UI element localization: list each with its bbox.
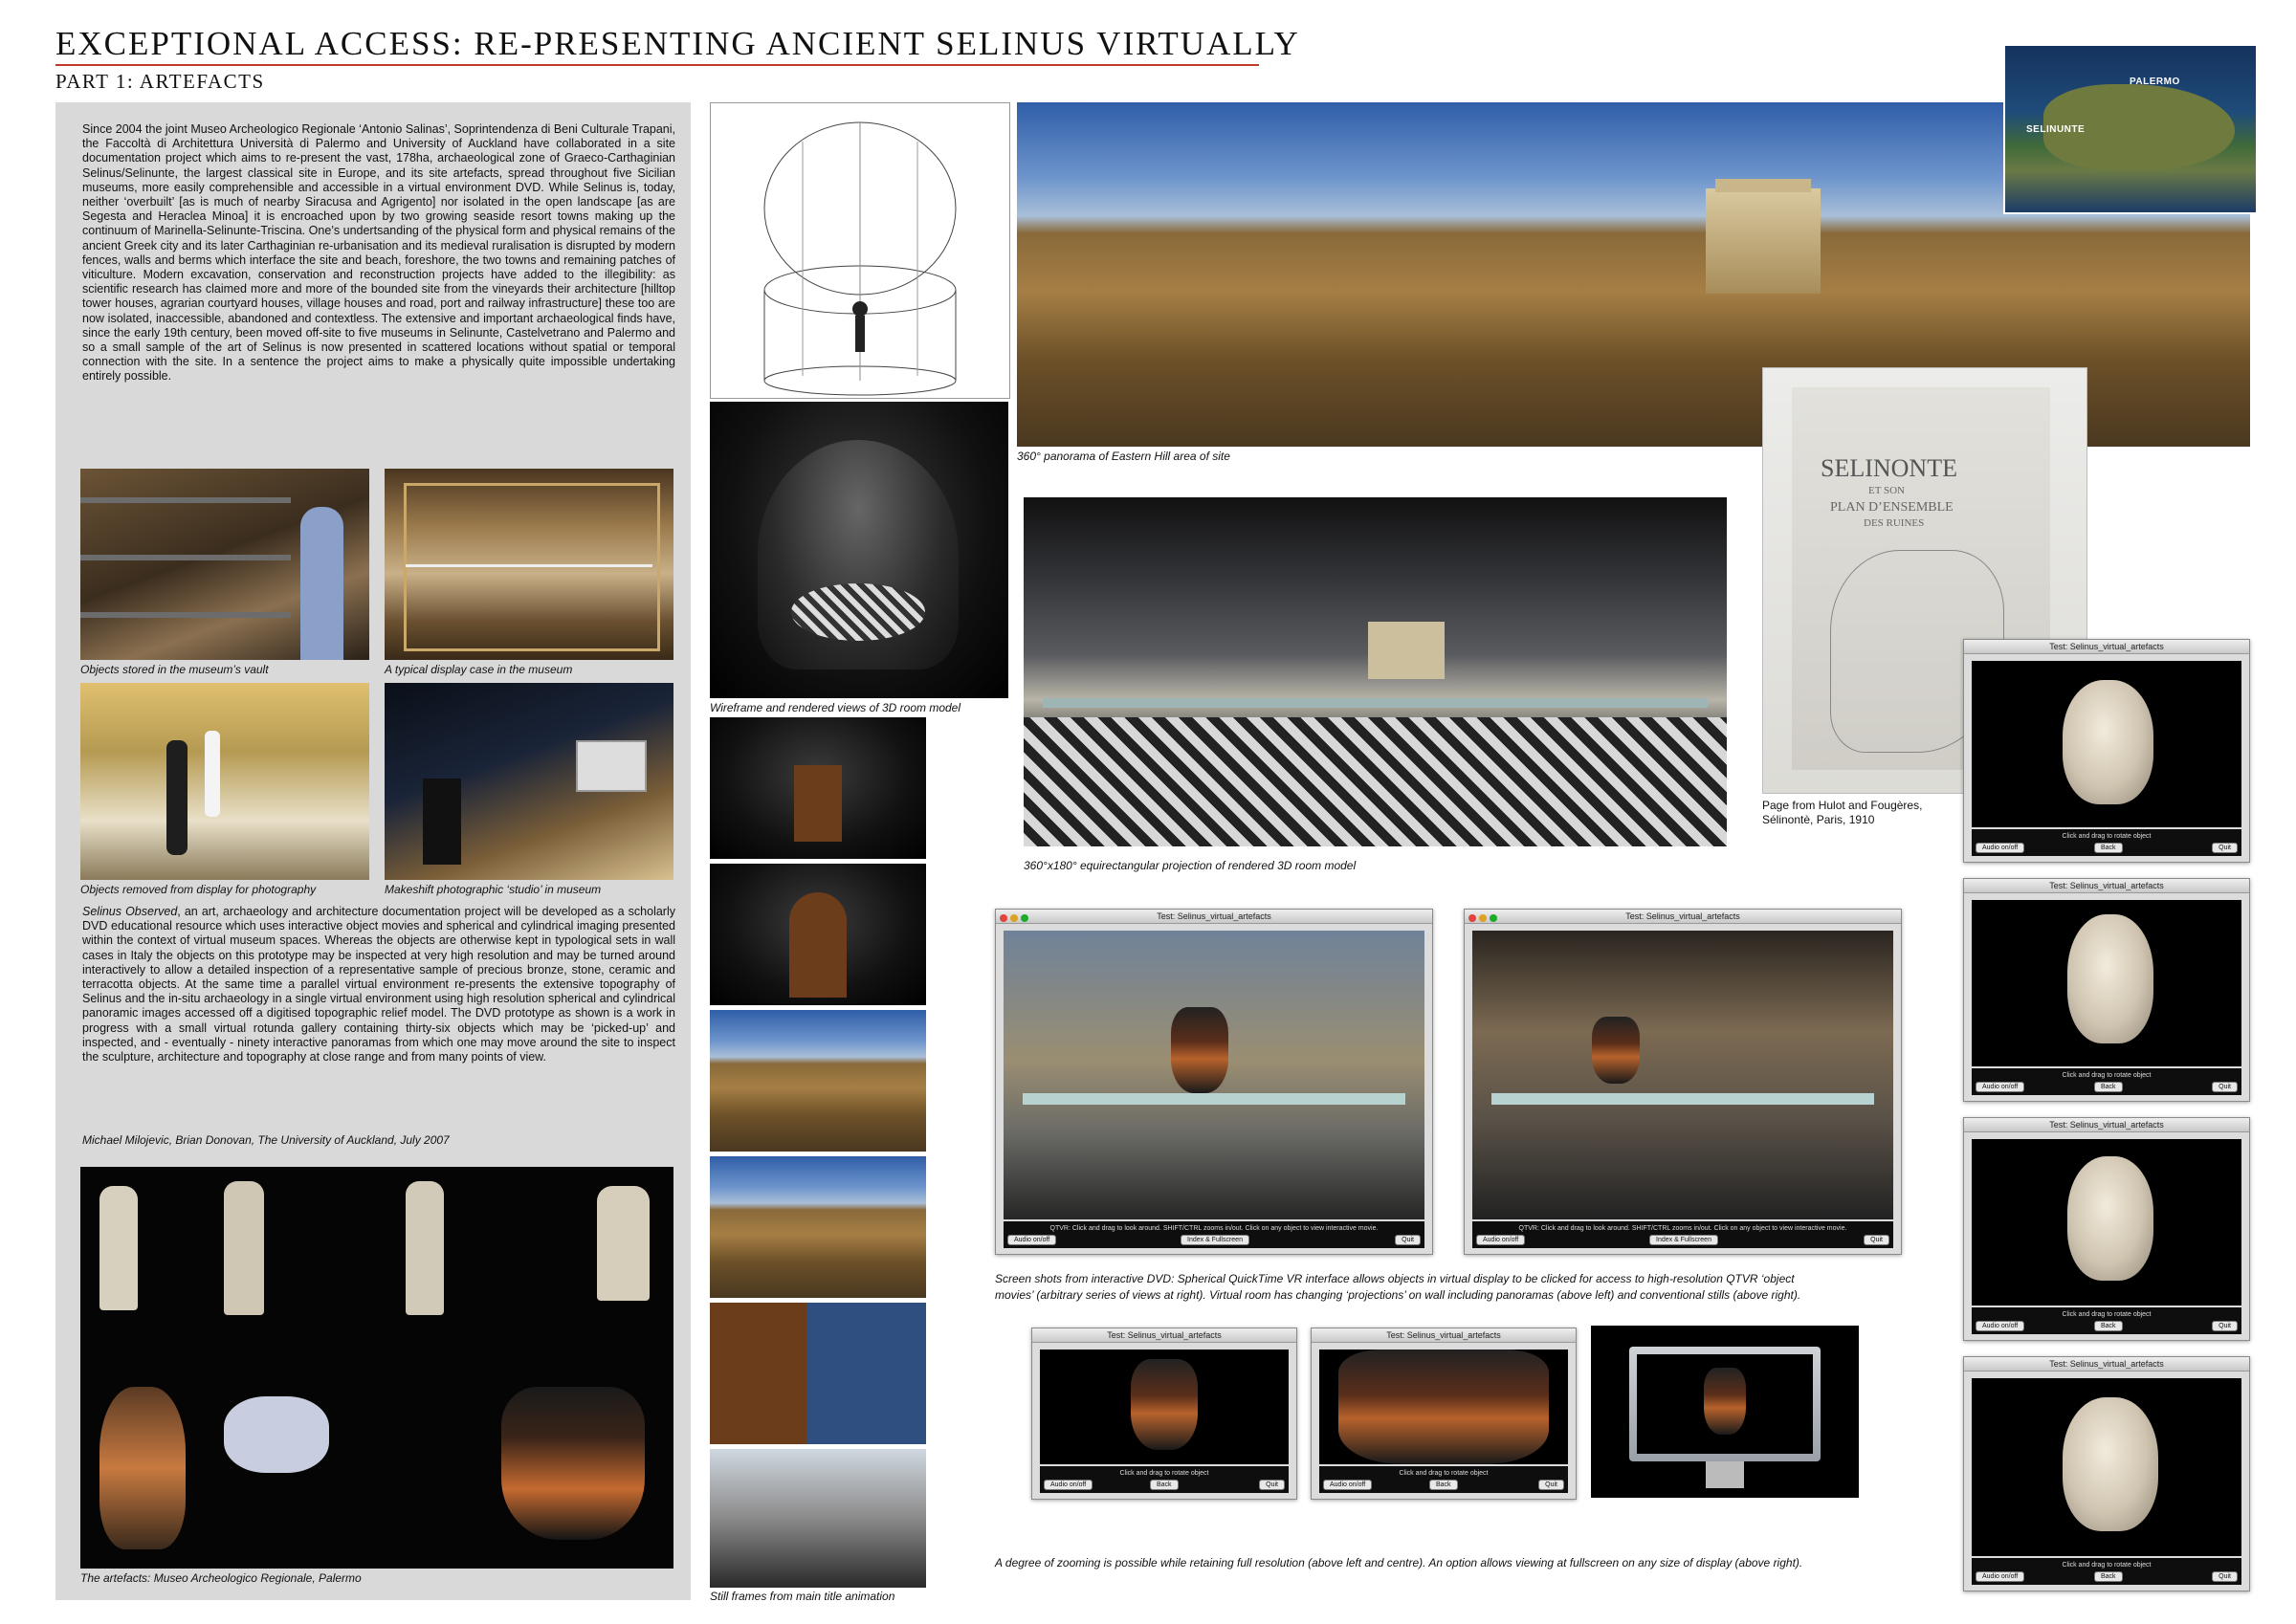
back-button[interactable]: Back xyxy=(2094,1571,2123,1582)
plan-sub1: ET SON xyxy=(1868,485,1905,496)
window-title: Test: Selinus_virtual_artefacts xyxy=(2049,1120,2164,1130)
object-view[interactable] xyxy=(1319,1350,1568,1464)
page-title: EXCEPTIONAL ACCESS: RE-PRESENTING ANCIENT SELINUS VIRTUALLY xyxy=(55,25,1300,62)
display-case-photo xyxy=(385,469,673,660)
caption-display-case: A typical display case in the museum xyxy=(385,663,573,676)
window-title-bar xyxy=(1964,640,2249,654)
object-window-2 xyxy=(1963,878,2250,1102)
index-fullscreen-button[interactable]: Index & Fullscreen xyxy=(1181,1235,1249,1245)
window-title: Test: Selinus_virtual_artefacts xyxy=(2049,642,2164,651)
qtvr-hint: QTVR: Click and drag to look around. SHIFT/CTRL zooms in/out. Click on any object to view interactive movie. xyxy=(1518,1225,1847,1232)
qtvr-footer xyxy=(1004,1221,1424,1248)
object-view[interactable] xyxy=(1972,1378,2241,1556)
map-label-selinunte: SELINUNTE xyxy=(2026,124,2086,135)
back-button[interactable]: Back xyxy=(1429,1480,1458,1490)
zoom-window-1 xyxy=(1031,1328,1297,1500)
caption-equirect: 360°x180° equirectangular projection of rendered 3D room model xyxy=(1024,859,1357,872)
intro-paragraph: Since 2004 the joint Museo Archeologico Regionale ‘Antonio Salinas’, Soprintendenza di Beni Culturale Trapani, the Faccoltà di Architettura Università di Palermo and University of Auckland have collaborated in a site documentation project which aims to re-present the vast, 178ha, archaeological zone of Graeco-Carthaginian Selinus/Selinunte, the largest classical site in Europe, and its site artefacts, spread throughout five Sicilian museums, more easily comprehensible and accessible in a virtual environment DVD. While Selinus is, today, neither ‘overbuilt’ [as is much of nearby Siracusa and Agrigento] nor isolated in the open landscape [as are Segesta and Heraclea Minoa] it is encroached upon by two growing seaside resort towns making up the continuum of Marinella-Selinunte-Triscina. One’s undertsanding of the physical form and physical remains of the ancient Greek city and its later Carthaginian re-urbanisation and its medieval ruralisation is disrupted by modern fences, walls and berms which interface the site and beach, foreshore, the two towns and remaining patches of viticulture. Modern excavation, conservation and reconstruction projects have added to the illegibility: as scientific research has claimed more and more of the bounded site from the vineyards their architecture [hilltop tower houses, agrarian courtyard houses, village houses and road, port and railway infrastructure] these too are now isolated, inaccessible, abandoned and contextless. The extensive and important archaeological finds have, since the early 19th century, been moved off-site to five museums in Selinunte, Castelvetrano and Palermo and so a small sample of the art of Selinus is now presented in scattered locations without spatial or temporal connection with the site. In a sentence the project aims to make a physically quite impossible undertaking entirely possible. xyxy=(82,122,675,384)
title-rule xyxy=(55,64,1259,66)
caption-stills: Still frames from main title animation xyxy=(710,1590,895,1603)
window-title: Test: Selinus_virtual_artefacts xyxy=(2049,881,2164,890)
back-button[interactable]: Back xyxy=(2094,1321,2123,1331)
quit-button[interactable]: Quit xyxy=(1395,1235,1421,1245)
caption-screenshots-line2: movies’ (arbitrary series of views at right). Virtual room has changing ‘projections’ on wall including panoramas (above left) and conventional stills (above right). xyxy=(995,1288,1801,1302)
museum-hall-photo xyxy=(80,683,369,880)
audio-toggle-button[interactable]: Audio on/off xyxy=(1044,1480,1093,1490)
object-footer xyxy=(1319,1466,1568,1493)
object-view[interactable] xyxy=(1972,1139,2241,1306)
quit-button[interactable]: Quit xyxy=(2212,843,2238,853)
qtvr-view[interactable] xyxy=(1004,931,1424,1219)
audio-toggle-button[interactable]: Audio on/off xyxy=(1976,1571,2024,1582)
window-title-bar xyxy=(1312,1328,1576,1343)
caption-hulot-2: Sélinontè, Paris, 1910 xyxy=(1762,813,1875,826)
still-frame-5 xyxy=(710,1303,926,1444)
window-title-bar xyxy=(1964,1118,2249,1132)
body-paragraph-text: , an art, archaeology and architecture documentation project will be developed as a scholarly DVD educational resource which uses interactive object movies and spherical and cylindrical imaging presented within the context of virtual museum spaces. Whereas the objects are otherwise kept in typological sets in wall cases in Italy the objects on this prototype may be inspected at very high resolution and may be turned around interactively to allow a detailed inspection of a representative sample of precious bronze, stone, ceramic and terracotta objects. At the same time a parallel virtual environment re-presents the extensive topography of Selinus and the in-situ archaeology in a single virtual environment using high resolution spherical and cylindrical panoramic images accessed off a digitised topographic relief model. The DVD prototype as shown is a work in progress with a small virtual rotunda gallery containing thirty-six objects which may be ‘picked-up’ and inspected, and - eventually - ninety interactive panoramas from which one may move around the site to inspect the sculpture, architecture and topography at close range and from many points of view. xyxy=(82,905,675,1064)
caption-zooming: A degree of zooming is possible while retaining full resolution (above left and centre). An option allows viewing at fullscreen on any size of display (above right). xyxy=(995,1556,1803,1569)
caption-artefacts: The artefacts: Museo Archeologico Regionale, Palermo xyxy=(80,1571,362,1585)
audio-toggle-button[interactable]: Audio on/off xyxy=(1976,1321,2024,1331)
back-button[interactable]: Back xyxy=(1150,1480,1179,1490)
qtvr-window-right xyxy=(1464,909,1902,1255)
caption-panorama: 360° panorama of Eastern Hill area of site xyxy=(1017,450,1230,463)
vault-photo xyxy=(80,469,369,660)
caption-screenshots-line1: Screen shots from interactive DVD: Spherical QuickTime VR interface allows objects in virtual display to be clicked for access to high-resolution QTVR ‘object xyxy=(995,1272,1795,1285)
object-hint: Click and drag to rotate object xyxy=(1399,1470,1489,1477)
qtvr-view[interactable] xyxy=(1472,931,1893,1219)
still-frame-3 xyxy=(710,1010,926,1152)
caption-wireframe: Wireframe and rendered views of 3D room model xyxy=(710,701,961,714)
back-button[interactable]: Back xyxy=(2094,1082,2123,1092)
sicily-map xyxy=(2003,44,2258,214)
window-title-bar xyxy=(1465,910,1901,924)
plan-heading: SELINONTE xyxy=(1821,454,1957,482)
object-hint: Click and drag to rotate object xyxy=(2062,833,2152,840)
audio-toggle-button[interactable]: Audio on/off xyxy=(1976,1082,2024,1092)
project-name: Selinus Observed xyxy=(82,905,178,918)
wireframe-dome-drawing xyxy=(711,103,1009,398)
still-frame-2 xyxy=(710,864,926,1005)
window-title-bar xyxy=(996,910,1432,924)
object-footer xyxy=(1972,1307,2241,1334)
audio-toggle-button[interactable]: Audio on/off xyxy=(1323,1480,1372,1490)
object-view[interactable] xyxy=(1972,661,2241,827)
zoom-window-2 xyxy=(1311,1328,1577,1500)
caption-vault: Objects stored in the museum’s vault xyxy=(80,663,269,676)
window-title: Test: Selinus_virtual_artefacts xyxy=(1625,911,1740,921)
byline: Michael Milojevic, Brian Donovan, The University of Auckland, July 2007 xyxy=(82,1133,450,1147)
qtvr-window-left xyxy=(995,909,1433,1255)
body-paragraph xyxy=(82,905,675,1064)
audio-toggle-button[interactable]: Audio on/off xyxy=(1007,1235,1056,1245)
window-title-bar xyxy=(1032,1328,1296,1343)
object-footer xyxy=(1040,1466,1289,1493)
quit-button[interactable]: Quit xyxy=(2212,1082,2238,1092)
window-title: Test: Selinus_virtual_artefacts xyxy=(1386,1330,1501,1340)
index-fullscreen-button[interactable]: Index & Fullscreen xyxy=(1649,1235,1718,1245)
window-title: Test: Selinus_virtual_artefacts xyxy=(1157,911,1271,921)
audio-toggle-button[interactable]: Audio on/off xyxy=(1476,1235,1525,1245)
quit-button[interactable]: Quit xyxy=(2212,1321,2238,1331)
map-label-palermo: PALERMO xyxy=(2130,77,2180,87)
wireframe-model xyxy=(710,102,1010,399)
object-hint: Click and drag to rotate object xyxy=(1119,1470,1209,1477)
artefacts-photo xyxy=(80,1167,673,1569)
object-footer xyxy=(1972,1558,2241,1585)
window-title: Test: Selinus_virtual_artefacts xyxy=(1107,1330,1222,1340)
object-view[interactable] xyxy=(1972,900,2241,1066)
quit-button[interactable]: Quit xyxy=(2212,1571,2238,1582)
still-frame-6 xyxy=(710,1449,926,1588)
audio-toggle-button[interactable]: Audio on/off xyxy=(1976,843,2024,853)
plan-sub3: DES RUINES xyxy=(1864,517,1925,529)
caption-removed: Objects removed from display for photography xyxy=(80,883,317,896)
still-frame-4 xyxy=(710,1156,926,1298)
caption-studio: Makeshift photographic ‘studio’ in museum xyxy=(385,883,602,896)
quit-button[interactable]: Quit xyxy=(1259,1480,1285,1490)
caption-hulot-1: Page from Hulot and Fougères, xyxy=(1762,799,1923,812)
object-window-1 xyxy=(1963,639,2250,863)
object-window-4 xyxy=(1963,1356,2250,1591)
qtvr-footer xyxy=(1472,1221,1893,1248)
back-button[interactable]: Back xyxy=(2094,843,2123,853)
object-hint: Click and drag to rotate object xyxy=(2062,1562,2152,1569)
still-frame-1 xyxy=(710,717,926,859)
window-title-bar xyxy=(1964,879,2249,893)
object-hint: Click and drag to rotate object xyxy=(2062,1311,2152,1318)
window-title-bar xyxy=(1964,1357,2249,1372)
fullscreen-monitor-photo xyxy=(1591,1326,1859,1498)
object-footer xyxy=(1972,829,2241,856)
object-footer xyxy=(1972,1068,2241,1095)
quit-button[interactable]: Quit xyxy=(1864,1235,1889,1245)
quit-button[interactable]: Quit xyxy=(1538,1480,1564,1490)
plan-sub2: PLAN D’ENSEMBLE xyxy=(1830,500,1954,515)
object-hint: Click and drag to rotate object xyxy=(2062,1072,2152,1079)
window-title: Test: Selinus_virtual_artefacts xyxy=(2049,1359,2164,1369)
rendered-room-model xyxy=(710,402,1008,698)
object-window-3 xyxy=(1963,1117,2250,1341)
page-subtitle: PART 1: ARTEFACTS xyxy=(55,70,265,93)
qtvr-hint: QTVR: Click and drag to look around. SHIFT/CTRL zooms in/out. Click on any object to view interactive movie. xyxy=(1049,1225,1379,1232)
studio-photo xyxy=(385,683,673,880)
equirectangular-room-render xyxy=(1024,497,1727,846)
object-view[interactable] xyxy=(1040,1350,1289,1464)
